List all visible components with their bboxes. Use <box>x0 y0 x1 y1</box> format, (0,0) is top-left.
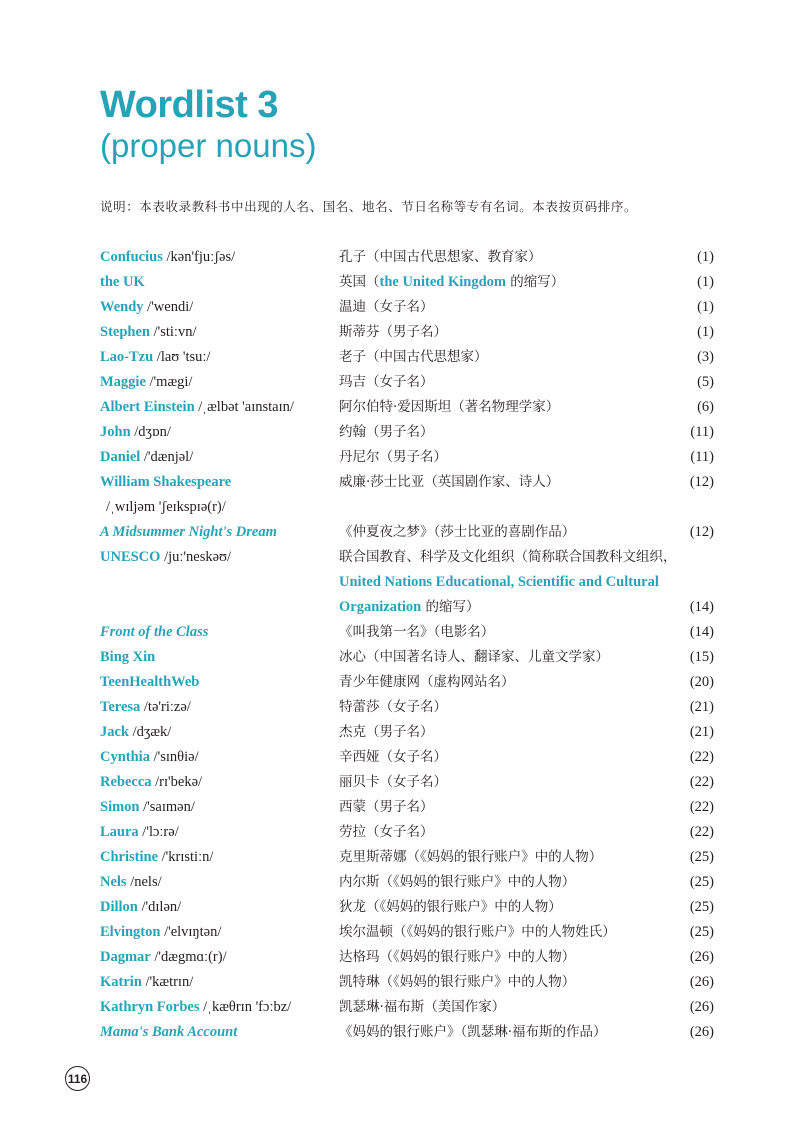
entry-meaning: 老子（中国古代思想家） <box>339 349 488 365</box>
list-item <box>0 245 800 270</box>
list-item <box>0 445 800 470</box>
entry-meaning: 孔子（中国古代思想家、教育家） <box>339 249 542 265</box>
entry-meaning: 内尔斯（《妈妈的银行账户》中的人物） <box>339 874 576 890</box>
list-item <box>0 1020 800 1045</box>
entry-page: (25) <box>689 874 714 890</box>
entry-page: (12) <box>689 474 714 490</box>
list-item <box>0 295 800 320</box>
entry-page: (26) <box>689 1024 714 1040</box>
entry-page: (22) <box>689 749 714 765</box>
entry-page: (5) <box>697 374 714 390</box>
entry-page: (12) <box>689 524 714 540</box>
entry-page: (14) <box>689 599 714 615</box>
entry-page: (21) <box>689 699 714 715</box>
entry-meaning: 凯特琳（《妈妈的银行账户》中的人物） <box>339 974 576 990</box>
entry-meaning-english: Organization 的缩写） <box>339 599 480 615</box>
entry-meaning: 狄龙（《妈妈的银行账户》中的人物） <box>339 899 562 915</box>
list-item <box>0 970 800 995</box>
list-item-continuation <box>0 570 800 595</box>
entry-meaning: 丽贝卡（女子名） <box>339 774 447 790</box>
entry-page: (11) <box>690 424 714 440</box>
entry-page: (1) <box>697 249 714 265</box>
entry-meaning: 埃尔温顿（《妈妈的银行账户》中的人物姓氏） <box>339 924 616 940</box>
entry-meaning: 《妈妈的银行账户》（凯瑟琳·福布斯的作品） <box>339 1024 607 1040</box>
list-item <box>0 420 800 445</box>
entry-page: (20) <box>689 674 714 690</box>
entry-term: Nels /nels/ <box>100 874 162 890</box>
list-item <box>0 920 800 945</box>
entry-term: Mama's Bank Account <box>100 1024 238 1040</box>
entry-page: (6) <box>697 399 714 415</box>
entry-term: Lao-Tzu /laʊ 'tsuː/ <box>100 349 211 365</box>
entry-page: (26) <box>689 949 714 965</box>
entry-meaning: 达格玛（《妈妈的银行账户》中的人物） <box>339 949 576 965</box>
list-item <box>0 470 800 495</box>
entry-term: William Shakespeare <box>100 474 232 490</box>
entry-page: (1) <box>697 274 714 290</box>
list-item <box>0 795 800 820</box>
entry-page: (21) <box>689 724 714 740</box>
entry-meaning: 冰心（中国著名诗人、翻译家、儿童文学家） <box>339 649 609 665</box>
list-item <box>0 670 800 695</box>
list-item <box>0 645 800 670</box>
entry-term: Katrin /'kætrɪn/ <box>100 974 194 990</box>
entry-page: (25) <box>689 849 714 865</box>
list-item <box>0 745 800 770</box>
entry-meaning: 斯蒂芬（男子名） <box>339 324 447 340</box>
entry-term: Simon /'saɪmən/ <box>100 799 195 815</box>
entry-term: TeenHealthWeb <box>100 674 200 690</box>
entry-term: Wendy /'wendi/ <box>100 299 194 315</box>
list-item <box>0 545 800 570</box>
page-subtitle: (proper nouns) <box>100 127 317 164</box>
entry-term: Stephen /'stiːvn/ <box>100 324 197 340</box>
list-item <box>0 720 800 745</box>
entry-meaning: 威廉·莎士比亚（英国剧作家、诗人） <box>339 474 560 490</box>
entry-meaning: 英国（the United Kingdom 的缩写） <box>339 274 565 290</box>
list-item <box>0 620 800 645</box>
list-item-continuation <box>0 495 800 520</box>
list-item <box>0 695 800 720</box>
entry-term: Dagmar /'dægmɑː(r)/ <box>100 949 227 965</box>
entry-term: Cynthia /'sɪnθiə/ <box>100 749 199 765</box>
list-item <box>0 320 800 345</box>
page-number-badge: 116 <box>65 1066 90 1091</box>
entry-term: Teresa /tə'riːzə/ <box>100 699 191 715</box>
wordlist-table <box>0 245 800 1045</box>
page-title: Wordlist 3 <box>100 84 278 126</box>
entry-term: Bing Xin <box>100 649 156 665</box>
entry-term: Daniel /'dænjəl/ <box>100 449 194 465</box>
entry-term: A Midsummer Night's Dream <box>100 524 277 540</box>
entry-meaning: 玛吉（女子名） <box>339 374 434 390</box>
entry-meaning: 西蒙（男子名） <box>339 799 434 815</box>
entry-page: (1) <box>697 324 714 340</box>
entry-term: Dillon /'dɪlən/ <box>100 899 182 915</box>
list-item <box>0 995 800 1020</box>
entry-page: (26) <box>689 999 714 1015</box>
list-item <box>0 395 800 420</box>
entry-page: (25) <box>689 924 714 940</box>
entry-page: (14) <box>689 624 714 640</box>
entry-phonetic: /ˌwɪljəm 'ʃeɪkspɪə(r)/ <box>106 499 226 515</box>
entry-term: Rebecca /rɪ'bekə/ <box>100 774 203 790</box>
entry-meaning: 杰克（男子名） <box>339 724 434 740</box>
entry-page: (22) <box>689 824 714 840</box>
entry-page: (3) <box>697 349 714 365</box>
entry-term: the UK <box>100 274 145 290</box>
entry-meaning: 约翰（男子名） <box>339 424 434 440</box>
entry-term: Laura /'lɔːrə/ <box>100 824 179 840</box>
entry-page: (26) <box>689 974 714 990</box>
list-item <box>0 870 800 895</box>
entry-meaning: 《仲夏夜之梦》（莎士比亚的喜剧作品） <box>339 524 576 540</box>
entry-meaning: 劳拉（女子名） <box>339 824 434 840</box>
entry-meaning: 辛西娅（女子名） <box>339 749 447 765</box>
entry-page: (1) <box>697 299 714 315</box>
entry-meaning: 丹尼尔（男子名） <box>339 449 447 465</box>
entry-page: (25) <box>689 899 714 915</box>
entry-term: UNESCO /juː'neskəʊ/ <box>100 549 232 565</box>
list-item <box>0 370 800 395</box>
entry-page: (11) <box>690 449 714 465</box>
entry-meaning: 特蕾莎（女子名） <box>339 699 447 715</box>
entry-term: John /dʒɒn/ <box>100 424 171 440</box>
entry-term: Confucius /kən'fjuːʃəs/ <box>100 249 236 265</box>
entry-meaning: 温迪（女子名） <box>339 299 434 315</box>
list-item <box>0 270 800 295</box>
entry-page: (15) <box>689 649 714 665</box>
list-item <box>0 895 800 920</box>
entry-term: Christine /'krɪstiːn/ <box>100 849 214 865</box>
entry-term: Front of the Class <box>100 624 209 640</box>
entry-meaning: 《叫我第一名》（电影名） <box>339 624 495 640</box>
list-item <box>0 845 800 870</box>
entry-meaning: 凯瑟琳·福布斯（美国作家） <box>339 999 506 1015</box>
list-item <box>0 345 800 370</box>
entry-meaning: 联合国教育、科学及文化组织（简称联合国教科文组织， <box>339 549 677 565</box>
list-item-continuation <box>0 595 800 620</box>
list-item <box>0 520 800 545</box>
list-item <box>0 770 800 795</box>
entry-meaning: 克里斯蒂娜（《妈妈的银行账户》中的人物） <box>339 849 603 865</box>
entry-term: Elvington /'elvɪŋtən/ <box>100 924 222 940</box>
list-item <box>0 945 800 970</box>
explanation-note: 说明：本表收录教科书中出现的人名、国名、地名、节日名称等专有名词。本表按页码排序。 <box>100 199 638 214</box>
list-item <box>0 820 800 845</box>
entry-term: Kathryn Forbes /ˌkæθrɪn 'fɔːbz/ <box>100 999 292 1015</box>
entry-meaning: 阿尔伯特·爱因斯坦（著名物理学家） <box>339 399 560 415</box>
entry-page: (22) <box>689 799 714 815</box>
entry-meaning: 青少年健康网（虚构网站名） <box>339 674 515 690</box>
entry-term: Albert Einstein /ˌælbət 'aɪnstaɪn/ <box>100 399 294 415</box>
entry-page: (22) <box>689 774 714 790</box>
entry-meaning-english: United Nations Educational, Scientific and Cultural <box>339 574 659 590</box>
entry-term: Jack /dʒæk/ <box>100 724 172 740</box>
entry-term: Maggie /'mægi/ <box>100 374 193 390</box>
